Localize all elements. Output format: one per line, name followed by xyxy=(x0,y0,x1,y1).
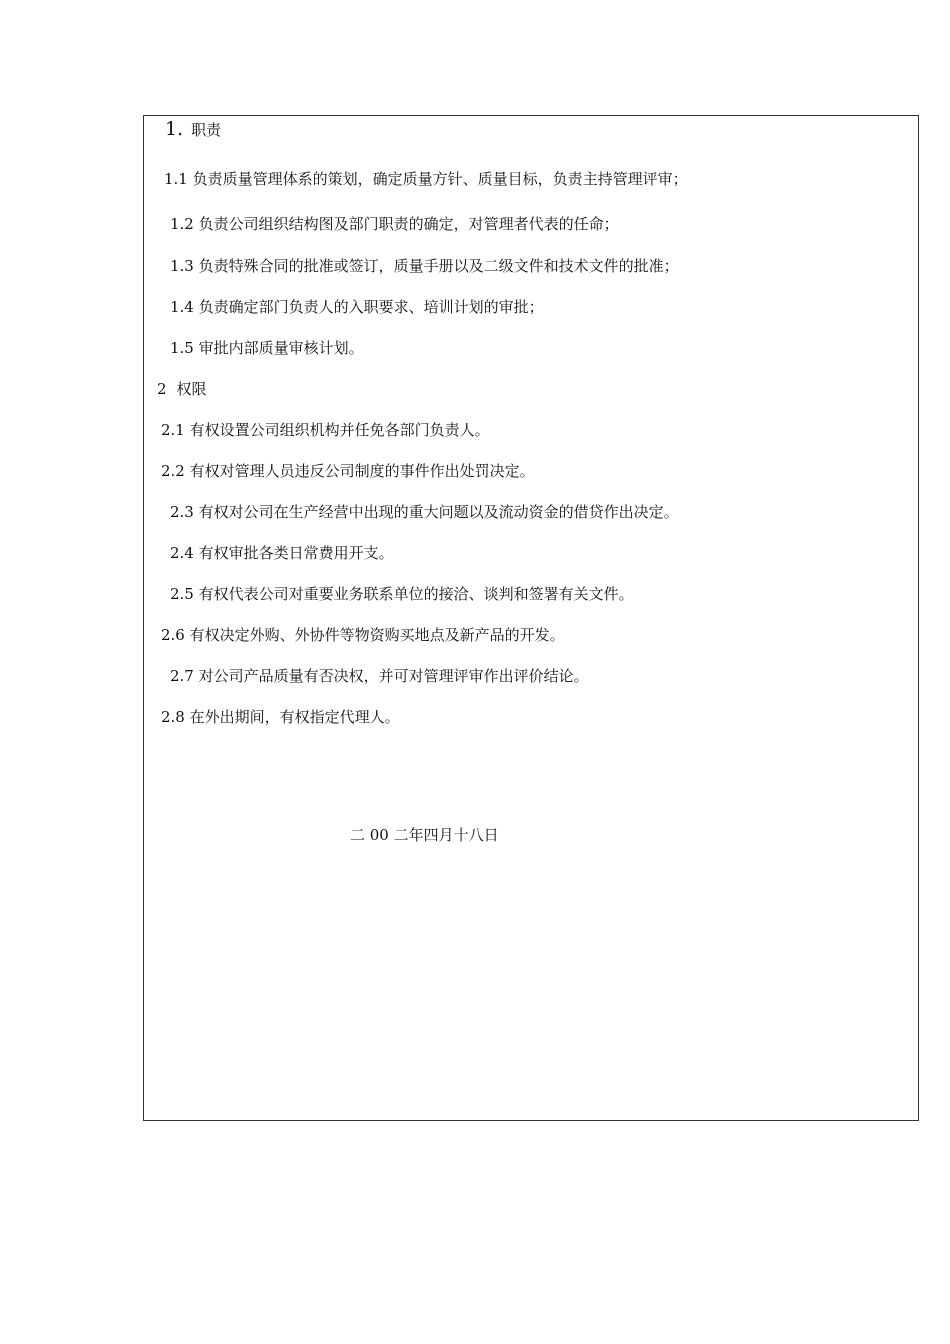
section-1-number: 1. xyxy=(165,118,184,140)
section-2-title: 权限 xyxy=(176,380,207,398)
section-2-heading xyxy=(157,379,207,399)
authority-item-2-7: 2.7 对公司产品质量有否决权，并可对管理评审作出评价结论。 xyxy=(170,667,589,685)
section-1-heading xyxy=(165,119,221,140)
authority-item-2-3: 2.3 有权对公司在生产经营中出现的重大问题以及流动资金的借贷作出决定。 xyxy=(170,503,679,521)
authority-item-2-8: 2.8 在外出期间，有权指定代理人。 xyxy=(161,708,400,726)
authority-item-2-1: 2.1 有权设置公司组织机构并任免各部门负责人。 xyxy=(161,421,490,439)
authority-item-2-6: 2.6 有权决定外购、外协件等物资购买地点及新产品的开发。 xyxy=(161,626,565,644)
authority-item-2-2: 2.2 有权对管理人员违反公司制度的事件作出处罚决定。 xyxy=(161,462,535,480)
duty-item-1-5: 1.5 审批内部质量审核计划。 xyxy=(170,339,364,357)
duty-item-1-3: 1.3 负责特殊合同的批准或签订，质量手册以及二级文件和技术文件的批准； xyxy=(170,257,679,275)
authority-item-2-4: 2.4 有权审批各类日常费用开支。 xyxy=(170,544,394,562)
section-1-title: 职责 xyxy=(191,121,222,139)
section-2-number: 2 xyxy=(157,380,167,398)
document-date: 二 00 二年四月十八日 xyxy=(350,826,499,844)
authority-item-2-5: 2.5 有权代表公司对重要业务联系单位的接洽、谈判和签署有关文件。 xyxy=(170,585,634,603)
duty-item-1-4: 1.4 负责确定部门负责人的入职要求、培训计划的审批； xyxy=(170,298,544,316)
duty-item-1-1: 1.1 负责质量管理体系的策划，确定质量方针、质量目标，负责主持管理评审； xyxy=(164,170,688,188)
duty-item-1-2: 1.2 负责公司组织结构图及部门职责的确定，对管理者代表的任命； xyxy=(170,215,619,233)
